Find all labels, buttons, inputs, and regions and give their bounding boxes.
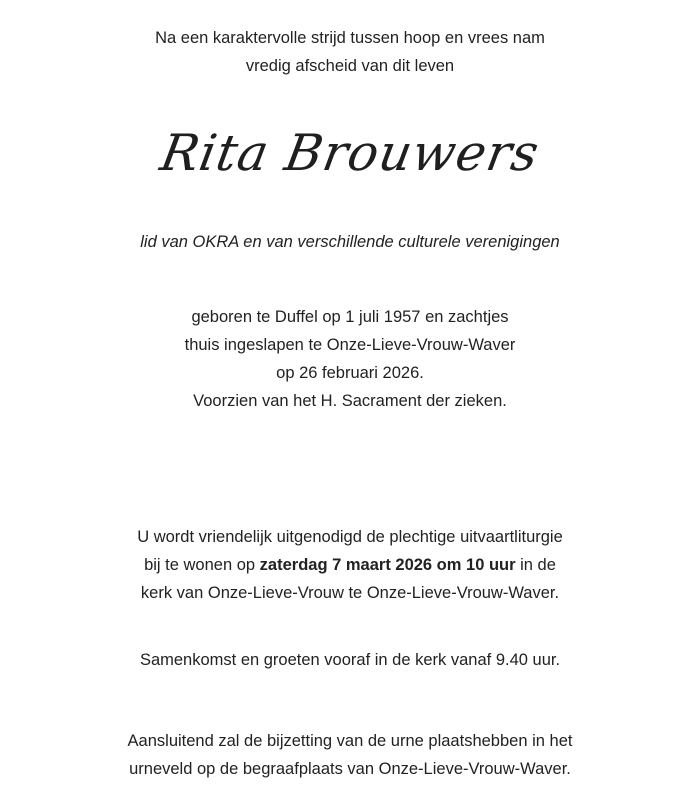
burial-line-2: urneveld op de begraafplaats van Onze-Lieve-Vrouw-Waver. <box>129 760 571 778</box>
intro-line-1: Na een karaktervolle strijd tussen hoop en vrees nam <box>155 29 545 47</box>
invite-line-2-post: in de <box>515 556 556 574</box>
burial-line-1: Aansluitend zal de bijzetting van de urne plaatshebben in het <box>127 732 573 750</box>
invite-line-1: U wordt vriendelijk uitgenodigd de plechtige uitvaartliturgie <box>137 528 563 546</box>
membership-text <box>0 228 700 256</box>
intro-line-2: vredig afscheid van dit leven <box>245 57 455 75</box>
burial-text <box>0 727 700 783</box>
deceased-name: Rita Brouwers <box>156 124 544 182</box>
birth-death-text <box>0 303 700 415</box>
gathering-line: Samenkomst en groeten vooraf in de kerk vanaf 9.40 uur. <box>139 651 561 669</box>
membership-line: lid van OKRA en van verschillende culturele verenigingen <box>140 233 560 251</box>
invite-line-3: kerk van Onze-Lieve-Vrouw te Onze-Lieve-Vrouw-Waver. <box>140 584 560 602</box>
birth-line-3: op 26 februari 2026. <box>276 364 424 382</box>
intro-text <box>0 24 700 80</box>
invite-line-2 <box>0 551 700 579</box>
birth-line-4: Voorzien van het H. Sacrament der zieken. <box>193 392 507 410</box>
funeral-date-time: zaterdag 7 maart 2026 om 10 uur <box>259 556 516 574</box>
birth-line-1: geboren te Duffel op 1 juli 1957 en zachtjes <box>191 308 509 326</box>
invitation-text <box>0 523 700 607</box>
birth-line-2: thuis ingeslapen te Onze-Lieve-Vrouw-Waver <box>184 336 516 354</box>
gathering-text <box>0 646 700 674</box>
invite-line-2-pre: bij te wonen op <box>144 556 260 574</box>
